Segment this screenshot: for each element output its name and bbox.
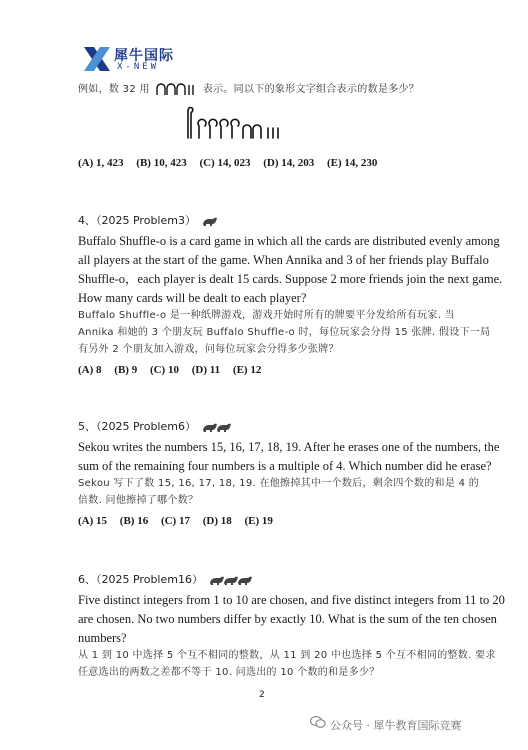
logo-cn-text: 犀牛国际 (114, 48, 174, 64)
option-c[interactable]: (C) 17 (160, 515, 190, 527)
q4-en-line-2: all players at the start of the game. When Annika and 3 of her friends play Buffalo (78, 253, 489, 267)
wechat-watermark (330, 717, 462, 733)
q4-en-line-1: Buffalo Shuffle-o is a card game in which all the cards are distributed evenly among (78, 234, 500, 248)
q5-options (78, 514, 458, 528)
option-e[interactable]: (E) 19 (244, 515, 273, 527)
option-d[interactable]: (D) 11 (191, 364, 221, 376)
logo-en-text: X-NEW (117, 62, 160, 72)
q6-heading (78, 573, 458, 587)
option-e[interactable]: (E) 14, 230 (327, 157, 378, 169)
q4-en-line-4: How many cards will be dealt to each player? (78, 291, 307, 305)
option-e[interactable]: (E) 12 (232, 364, 262, 376)
q6-heading-text: 6、（2025 Problem16） (78, 573, 203, 586)
option-b[interactable]: (B) 16 (119, 515, 149, 527)
wechat-icon (310, 715, 326, 729)
option-b[interactable]: (B) 9 (114, 364, 138, 376)
q5-heading (78, 420, 458, 434)
q6-cn-line-1: 从 1 到 10 中选择 5 个互不相同的整数，从 11 到 20 中也选择 5 个互不相同的整数. 要求 (78, 650, 496, 661)
option-c[interactable]: (C) 14, 023 (199, 157, 251, 169)
q3-text-after: 表示。同以下的象形文字组合表示的数是多少？ (202, 84, 420, 95)
x-logo-icon (82, 44, 112, 74)
q5-heading-text: 5、（2025 Problem6） (78, 420, 196, 433)
q4-cn-line-1: Buffalo Shuffle-o 是一种纸牌游戏，游戏开始时所有的牌要平分发给所有玩家. 当 (78, 310, 455, 321)
q5-cn-line-1: Sekou 写下了数 15, 16, 17, 18, 19. 在他擦掉其中一个数后，剩余四个数的和是 4 的 (78, 478, 480, 489)
q6-cn-line-2: 任意选出的两数之差都不等于 10. 问选出的 10 个数的和是多少？ (78, 667, 380, 678)
option-a[interactable]: (A) 1, 423 (78, 157, 124, 169)
page-number: 2 (259, 690, 265, 700)
hieroglyph-32-icon (156, 82, 196, 96)
q4-heading (78, 214, 458, 228)
q5-cn-line-2: 倍数. 问他擦掉了哪个数？ (78, 495, 199, 506)
hieroglyph-combination-icon (183, 104, 295, 140)
rhino-icon (202, 422, 232, 432)
q4-heading-text: 4、（2025 Problem3） (78, 214, 196, 227)
option-a[interactable]: (A) 8 (78, 364, 102, 376)
q6-en-line-3: numbers? (78, 631, 127, 645)
q4-en-line-3: Shuffle-o，each player is dealt 15 cards. Suppose 2 more friends join the next game. (78, 272, 503, 286)
q4-cn-line-2: Annika 和她的 3 个朋友玩 Buffalo Shuffle-o 时，每位玩家会分得 15 张牌. 假设下一局 (78, 327, 491, 338)
option-d[interactable]: (D) 18 (202, 515, 232, 527)
rhino-icon (202, 216, 218, 226)
rhino-icon (209, 575, 253, 585)
option-a[interactable]: (A) 15 (78, 515, 108, 527)
q3-options (78, 156, 458, 170)
q4-cn-line-3: 有另外 2 个朋友加入游戏，问每位玩家会分得多少张牌？ (78, 344, 339, 355)
brand-logo (82, 44, 182, 76)
q3-text-before: 例如，数 32 用 (78, 84, 150, 95)
option-c[interactable]: (C) 10 (149, 364, 179, 376)
q4-options (78, 363, 458, 377)
q5-en-line-1: Sekou writes the numbers 15, 16, 17, 18, 19. After he erases one of the numbers, the (78, 440, 500, 454)
q5-en-line-2: sum of the remaining four numbers is a multiple of 4. Which number did he erase? (78, 459, 492, 473)
option-b[interactable]: (B) 10, 423 (136, 157, 187, 169)
q6-en-line-1: Five distinct integers from 1 to 10 are chosen, and five distinct integers from 11 to 20 (78, 593, 505, 607)
option-d[interactable]: (D) 14, 203 (263, 157, 315, 169)
q3-prompt (78, 82, 458, 97)
watermark-text: 公众号 · 犀牛教育国际竞赛 (330, 719, 462, 732)
q6-en-line-2: are chosen. No two numbers differ by exactly 10. What is the sum of the ten chosen (78, 612, 497, 626)
